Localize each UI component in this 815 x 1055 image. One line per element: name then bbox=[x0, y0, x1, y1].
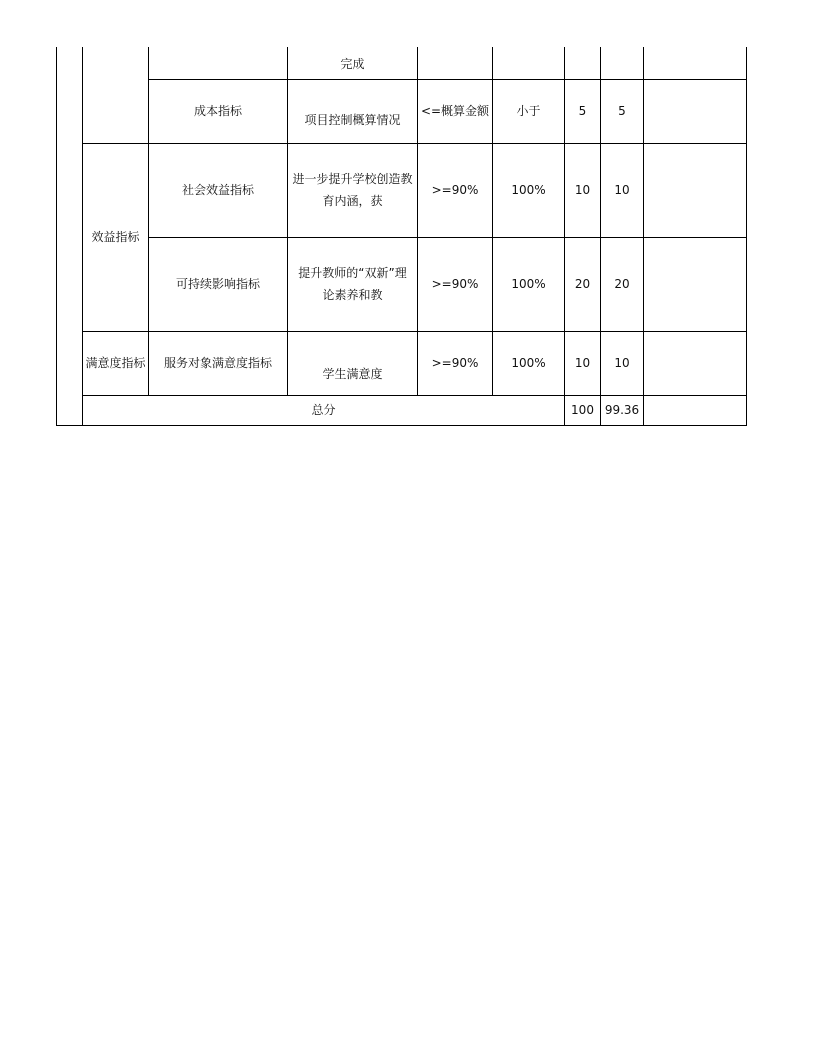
weight-cell bbox=[565, 47, 601, 79]
note-cell bbox=[644, 79, 747, 143]
score-cell: 20 bbox=[601, 237, 644, 331]
note-cell bbox=[644, 237, 747, 331]
performance-indicator-table bbox=[56, 47, 747, 426]
level2-cell-continuation bbox=[83, 47, 149, 143]
indicator-cell: 完成 bbox=[288, 47, 418, 79]
indicator-line: 提升教师的“双新”理 bbox=[298, 266, 407, 280]
level3-cell: 可持续影响指标 bbox=[149, 237, 288, 331]
table-row bbox=[57, 143, 747, 237]
target-cell: >=90% bbox=[418, 331, 493, 395]
level3-cell: 社会效益指标 bbox=[149, 143, 288, 237]
target-cell: >=90% bbox=[418, 143, 493, 237]
score-cell bbox=[601, 47, 644, 79]
table-row bbox=[57, 79, 747, 143]
score-cell: 5 bbox=[601, 79, 644, 143]
weight-cell: 10 bbox=[565, 143, 601, 237]
level3-cell: 服务对象满意度指标 bbox=[149, 331, 288, 395]
actual-cell: 100% bbox=[493, 237, 565, 331]
note-cell bbox=[644, 331, 747, 395]
level1-column-continuation bbox=[57, 47, 83, 425]
level2-cell: 效益指标 bbox=[83, 143, 149, 331]
total-score: 99.36 bbox=[601, 395, 644, 425]
target-cell: >=90% bbox=[418, 237, 493, 331]
level3-cell: 成本指标 bbox=[149, 79, 288, 143]
total-weight: 100 bbox=[565, 395, 601, 425]
score-cell: 10 bbox=[601, 143, 644, 237]
indicator-line: 育内涵，获 bbox=[322, 194, 383, 208]
indicator-line: 论素养和教 bbox=[322, 288, 383, 302]
actual-cell: 100% bbox=[493, 143, 565, 237]
table-row bbox=[57, 331, 747, 395]
table-row bbox=[57, 47, 747, 79]
indicator-cell bbox=[288, 143, 418, 237]
indicator-line: 进一步提升学校创造教 bbox=[292, 172, 413, 186]
table-row bbox=[57, 237, 747, 331]
actual-cell: 100% bbox=[493, 331, 565, 395]
indicator-cell: 项目控制概算情况 bbox=[288, 79, 418, 143]
actual-cell bbox=[493, 47, 565, 79]
note-cell bbox=[644, 143, 747, 237]
indicator-cell bbox=[288, 237, 418, 331]
target-cell bbox=[418, 47, 493, 79]
total-label: 总分 bbox=[83, 395, 565, 425]
indicator-cell: 学生满意度 bbox=[288, 331, 418, 395]
score-cell: 10 bbox=[601, 331, 644, 395]
target-cell: <=概算金额 bbox=[418, 79, 493, 143]
weight-cell: 20 bbox=[565, 237, 601, 331]
total-note bbox=[644, 395, 747, 425]
total-row bbox=[57, 395, 747, 425]
level2-cell: 满意度指标 bbox=[83, 331, 149, 395]
actual-cell: 小于 bbox=[493, 79, 565, 143]
note-cell bbox=[644, 47, 747, 79]
level3-cell-continuation bbox=[149, 47, 288, 79]
weight-cell: 10 bbox=[565, 331, 601, 395]
weight-cell: 5 bbox=[565, 79, 601, 143]
